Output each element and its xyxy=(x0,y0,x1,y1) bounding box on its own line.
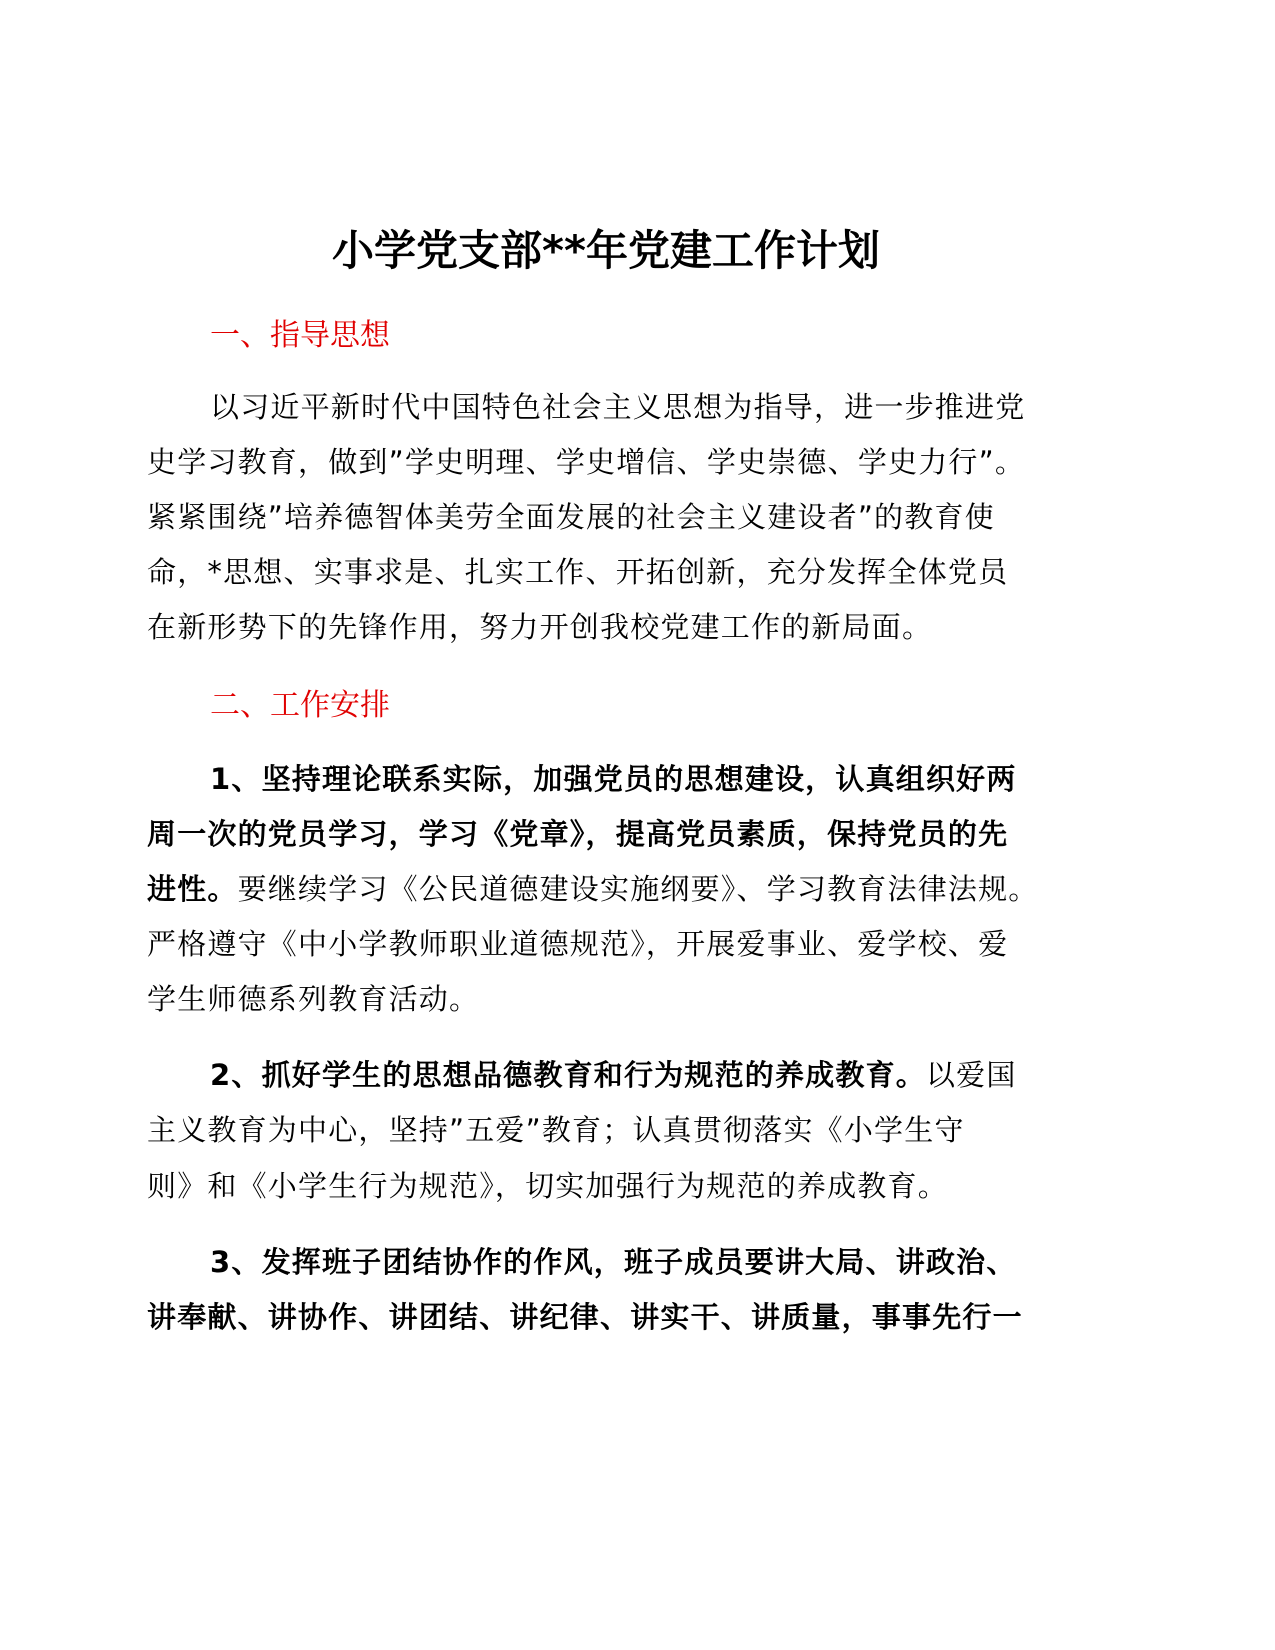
page-title: 小学党支部**年党建工作计划 xyxy=(332,226,880,275)
item1-title: 进性。 xyxy=(147,872,238,906)
item1-line: 严格遵守《中小学教师职业道德规范》，开展爱事业、爱学校、爱 xyxy=(147,927,1009,961)
item1-text: 要继续学习《公民道德建设实施纲要》、学习教育法律法规。 xyxy=(237,872,1039,906)
paragraph-line: 史学习教育，做到”学史明理、学史增信、学史崇德、学史力行”。 xyxy=(147,445,1026,479)
item2-text: 以爱国 xyxy=(925,1058,1017,1092)
section-heading-work-arrangement: 二、工作安排 xyxy=(210,688,390,723)
paragraph-line: 在新形势下的先锋作用，努力开创我校党建工作的新局面。 xyxy=(147,610,933,644)
item1-line xyxy=(147,867,1039,908)
item2-line xyxy=(210,1053,1017,1094)
item2-title: 2、抓好学生的思想品德教育和行为规范的养成教育。 xyxy=(210,1058,926,1092)
section-heading-guiding-thought: 一、指导思想 xyxy=(210,318,390,353)
item1-title: 周一次的党员学习，学习《党章》，提高党员素质，保持党员的先 xyxy=(147,817,1009,851)
item3-line xyxy=(147,1295,1023,1336)
paragraph-line: 紧紧围绕”培养德智体美劳全面发展的社会主义建设者”的教育使 xyxy=(147,500,995,534)
item1-line xyxy=(147,812,1008,853)
item1-line xyxy=(210,757,1017,798)
item3-title: 3、发挥班子团结协作的作风，班子成员要讲大局、讲政治、 xyxy=(210,1245,1017,1279)
item2-line: 主义教育为中心，坚持”五爱”教育；认真贯彻落实《小学生守 xyxy=(147,1113,965,1147)
item3-line xyxy=(210,1240,1017,1281)
paragraph-line: 命，*思想、实事求是、扎实工作、开拓创新，充分发挥全体党员 xyxy=(147,555,1009,589)
paragraph-line: 以习近平新时代中国特色社会主义思想为指导，进一步推进党 xyxy=(210,390,1026,424)
item1-line: 学生师德系列教育活动。 xyxy=(147,982,480,1016)
item1-title: 1、坚持理论联系实际，加强党员的思想建设，认真组织好两 xyxy=(210,762,1017,796)
item3-title: 讲奉献、讲协作、讲团结、讲纪律、讲实干、讲质量，事事先行一 xyxy=(147,1300,1023,1334)
item2-line: 则》和《小学生行为规范》，切实加强行为规范的养成教育。 xyxy=(147,1169,948,1203)
